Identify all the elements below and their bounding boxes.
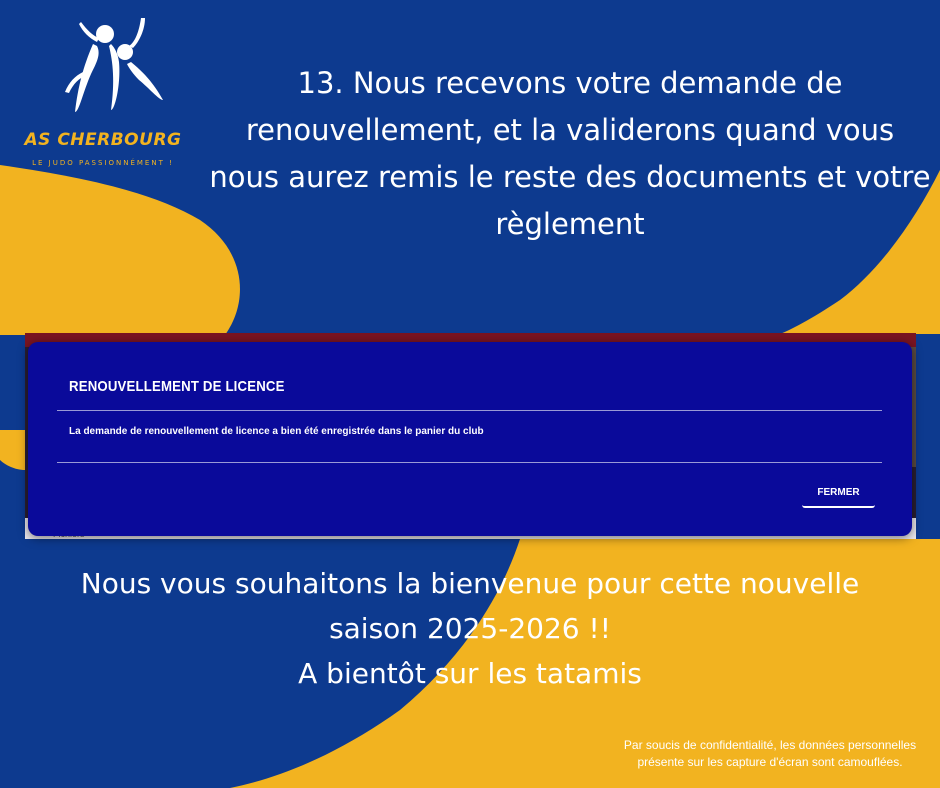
dialog-divider (57, 462, 882, 463)
welcome-message (0, 561, 940, 696)
confirmation-dialog (28, 342, 912, 536)
club-logo (18, 12, 188, 172)
dialog-title: RENOUVELLEMENT DE LICENCE (69, 378, 285, 395)
step-line: règlement (495, 207, 645, 241)
step-line: nous aurez remis le reste des documents et votre (209, 160, 931, 194)
welcome-line: A bientôt sur les tatamis (298, 657, 642, 690)
welcome-line: Nous vous souhaitons la bienvenue pour cette nouvelle (80, 567, 860, 600)
club-name: AS CHERBOURG (24, 130, 182, 150)
step-line: 13. Nous recevons votre demande de (297, 66, 843, 100)
privacy-note: Par soucis de confidentialité, les données personnelles présente sur les capture d'écran sont camouflées. (623, 738, 917, 769)
welcome-line: saison 2025-2026 !! (329, 612, 611, 645)
step-instruction (195, 60, 940, 248)
step-line: renouvellement, et la validerons quand vous (245, 113, 895, 147)
dialog-message: La demande de renouvellement de licence a bien été enregistrée dans le panier du club (69, 426, 484, 437)
judo-figures-icon (53, 12, 163, 122)
close-button[interactable]: FERMER (802, 480, 875, 508)
club-tagline: LE JUDO PASSIONNÉMENT ! (32, 159, 174, 167)
dialog-divider (57, 410, 882, 411)
